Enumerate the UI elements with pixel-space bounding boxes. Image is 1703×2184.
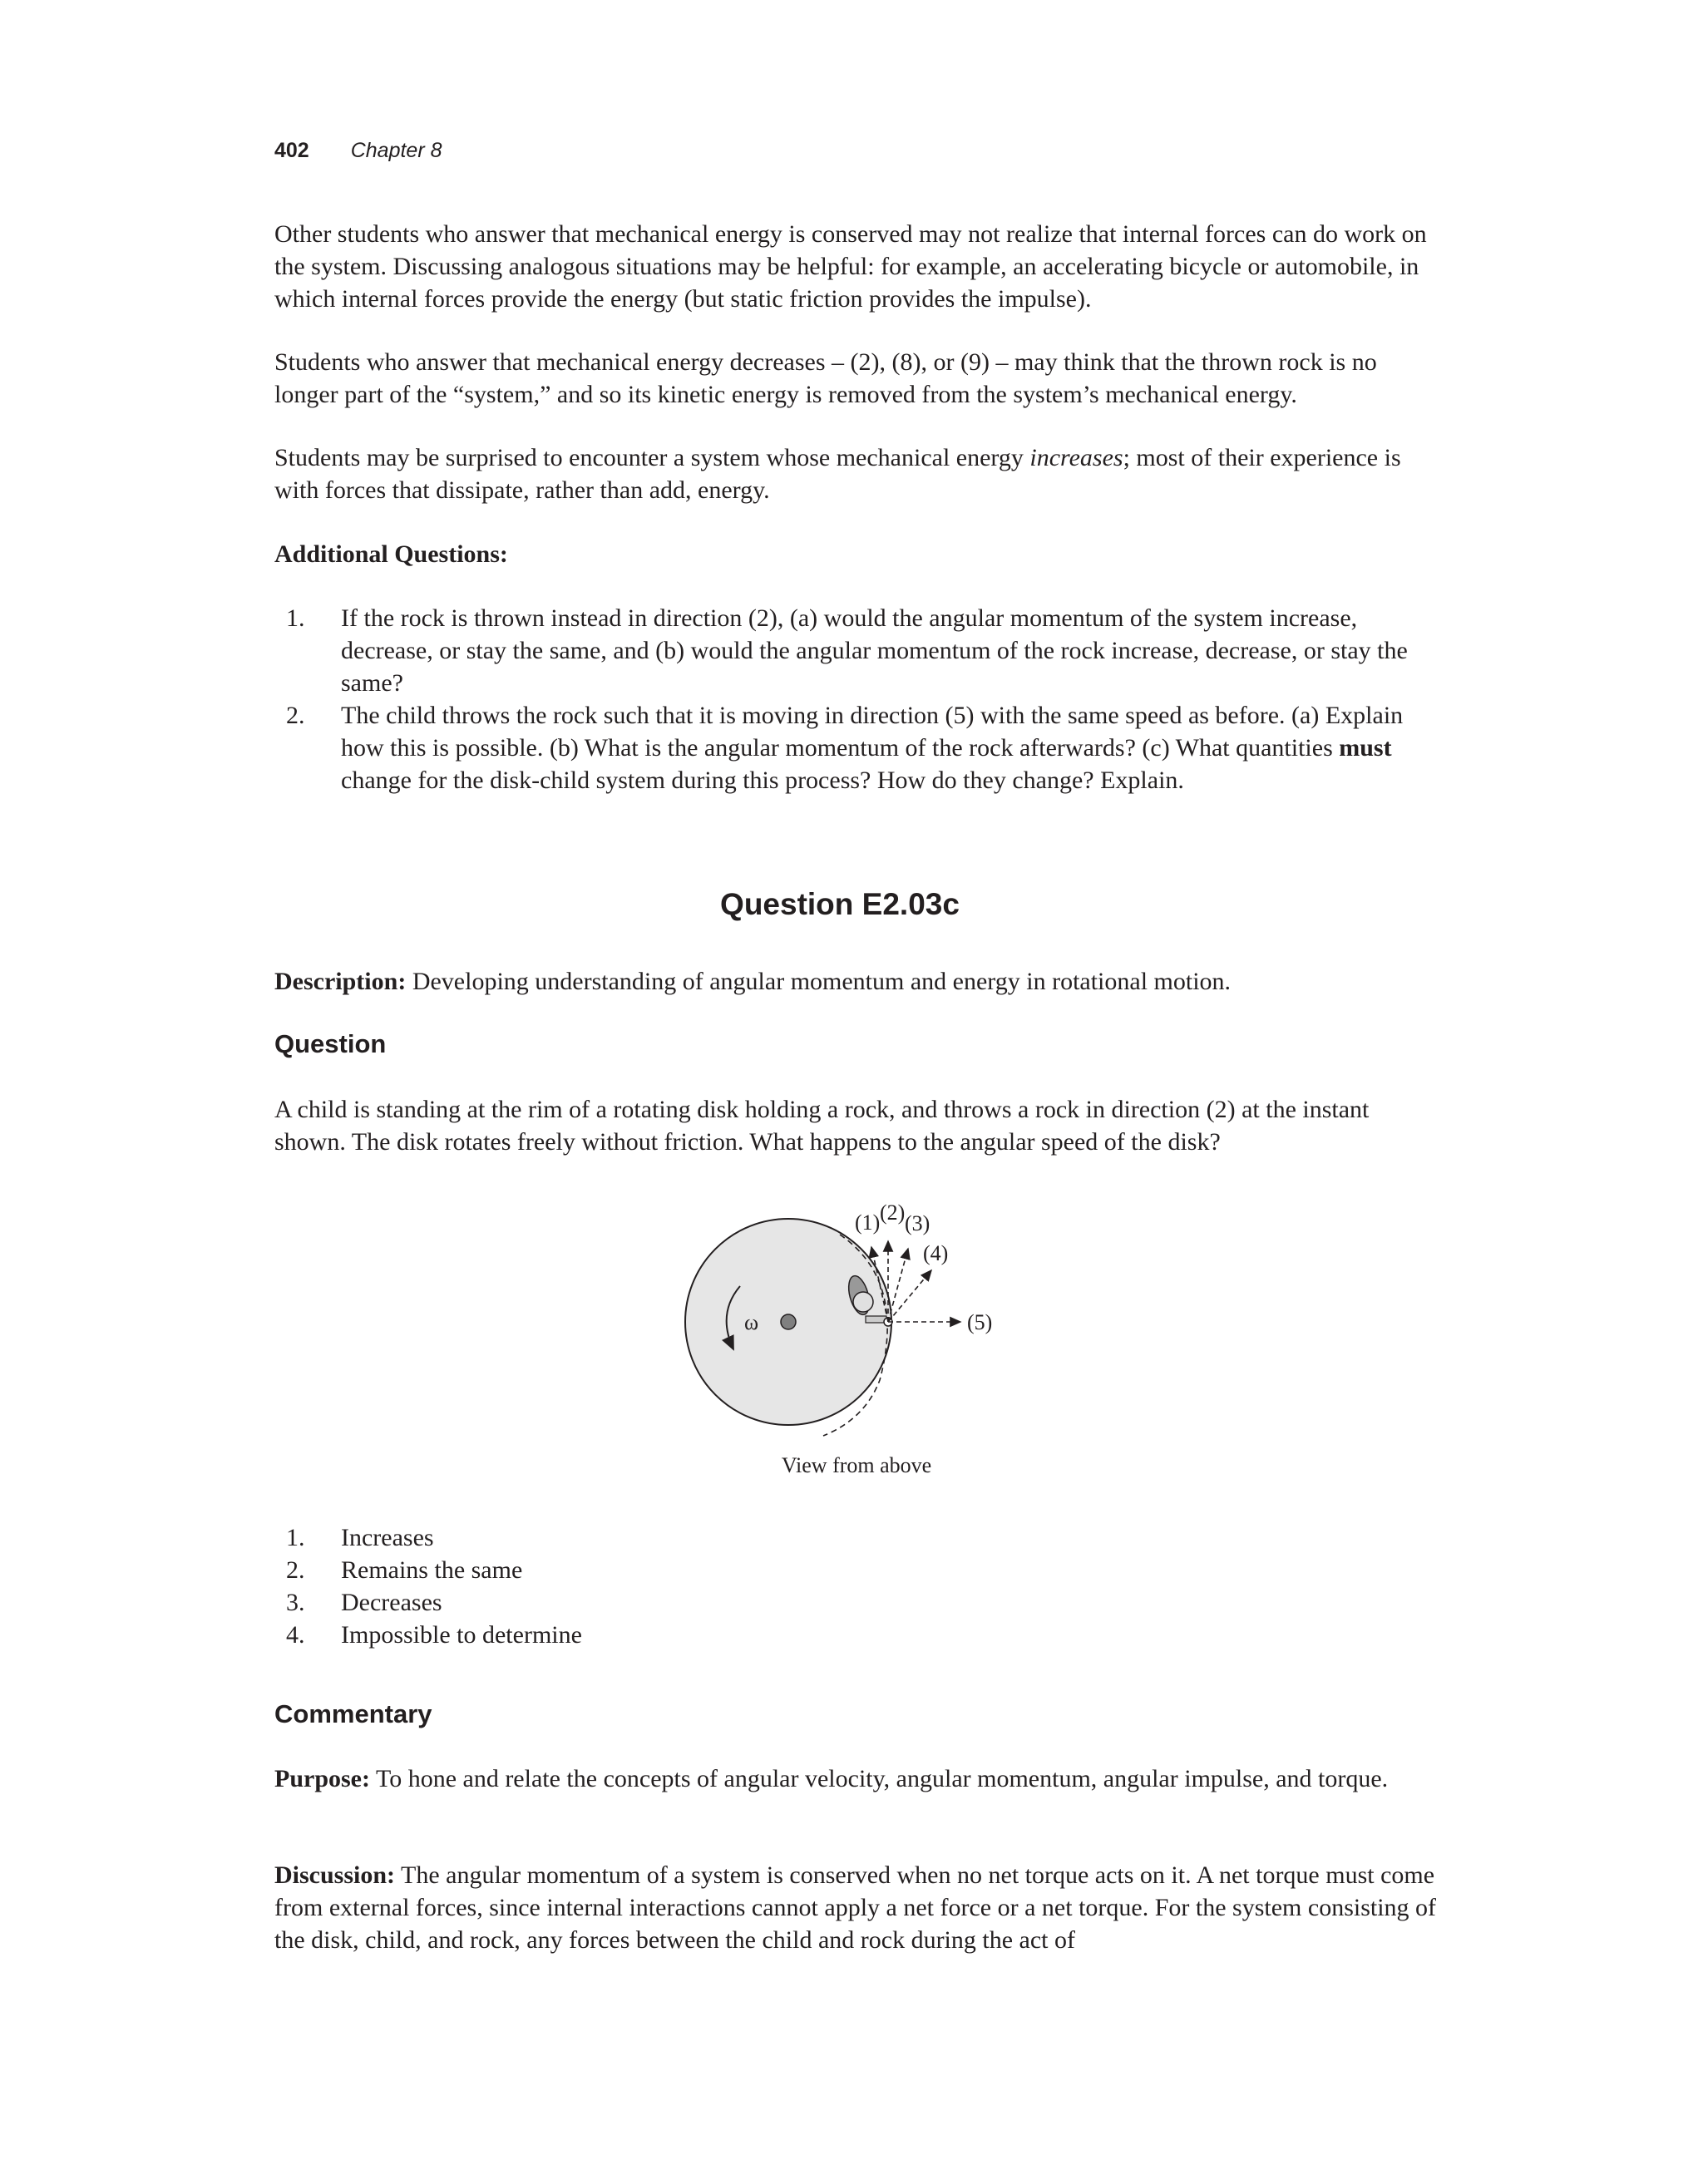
choice-number: 1. [286, 1524, 305, 1551]
list-text-bold: must [1339, 734, 1392, 762]
child-arm [866, 1316, 886, 1323]
list-text: If the rock is thrown instead in direction (2), (a) would the angular momentum of the system increase, decrease, or stay the same, and (b) would the angular momentum of the rock increase, decrease, or stay the same? [341, 604, 1408, 697]
chapter-label: Chapter 8 [350, 139, 442, 162]
list-item [274, 1586, 1439, 1619]
list-item [274, 602, 1439, 699]
list-item [274, 1554, 1439, 1586]
choice-number: 3. [286, 1589, 305, 1616]
label-1: (1) [855, 1210, 881, 1235]
question-description [274, 965, 1439, 998]
label-5: (5) [967, 1310, 993, 1334]
additional-questions-heading: Additional Questions: [274, 540, 508, 568]
list-item [274, 1521, 1439, 1554]
list-text-after: change for the disk-child system during this process? How do they change? Explain. [341, 767, 1184, 794]
figure-caption: View from above [781, 1453, 932, 1477]
answer-choices [274, 1521, 1439, 1651]
omega-symbol: ω [744, 1310, 759, 1334]
purpose-text: To hone and relate the concepts of angular velocity, angular momentum, angular impulse, and torque. [370, 1765, 1389, 1792]
p3-after: ; most of their experience is with forces that dissipate, rather than add, energy. [274, 444, 1401, 504]
list-number: 1. [286, 604, 305, 632]
discussion-text: The angular momentum of a system is conserved when no net torque acts on it. A net torque must come from external forces, since internal interactions cannot apply a net force or a net torque. For the system consisting of the disk, child, and rock, any forces between the child and rock during the act of [274, 1861, 1437, 1954]
question-title: Question E2.03c [720, 887, 960, 921]
description-label: Description: [274, 968, 407, 995]
question-heading: Question [274, 1029, 387, 1058]
choice-text: Increases [341, 1524, 434, 1551]
p3-italic: increases [1029, 444, 1123, 471]
arrow-3 [888, 1249, 908, 1322]
running-head [274, 138, 442, 163]
choice-text: Decreases [341, 1589, 442, 1616]
disk-center [781, 1314, 796, 1329]
rotating-disk-figure [682, 1201, 1031, 1488]
label-2: (2) [880, 1201, 906, 1225]
choice-number: 2. [286, 1556, 305, 1584]
commentary-discussion [274, 1859, 1439, 1956]
paragraph-energy-increases [274, 441, 1439, 506]
label-3: (3) [905, 1211, 930, 1235]
question-body: A child is standing at the rim of a rotating disk holding a rock, and throws a rock in direction (2) at the instant shown. The disk rotates freely without friction. What happens to the angular speed of the disk? [274, 1096, 1370, 1156]
additional-questions-list [274, 602, 1439, 796]
choice-text: Impossible to determine [341, 1621, 582, 1649]
choice-text: Remains the same [341, 1556, 523, 1584]
discussion-label: Discussion: [274, 1861, 396, 1889]
description-text: Developing understanding of angular momentum and energy in rotational motion. [406, 968, 1232, 995]
commentary-purpose [274, 1762, 1439, 1795]
list-text-before: The child throws the rock such that it is moving in direction (5) with the same speed as before. (a) Explain how this is possible. (b) What is the angular momentum of the rock afterwards? (c) What quantities [341, 702, 1404, 762]
list-item [274, 1619, 1439, 1651]
list-number: 2. [286, 702, 305, 729]
child-head [853, 1292, 873, 1312]
choice-number: 4. [286, 1621, 305, 1649]
purpose-label: Purpose: [274, 1765, 370, 1792]
list-item [274, 699, 1439, 796]
p3-before: Students may be surprised to encounter a system whose mechanical energy [274, 444, 1030, 471]
page-number: 402 [274, 139, 309, 162]
paragraph-internal-forces: Other students who answer that mechanical energy is conserved may not realize that internal forces can do work on the system. Discussing analogous situations may be helpful: for example, an accelerating bicycle or automobile, in which internal forces provide the energy (but static friction provides the impulse). [274, 220, 1427, 313]
paragraph-energy-decreases: Students who answer that mechanical energy decreases – (2), (8), or (9) – may think that the thrown rock is no longer part of the “system,” and so its kinetic energy is removed from the system’s mechanical energy. [274, 348, 1377, 408]
commentary-heading: Commentary [274, 1699, 432, 1728]
label-4: (4) [923, 1241, 949, 1265]
